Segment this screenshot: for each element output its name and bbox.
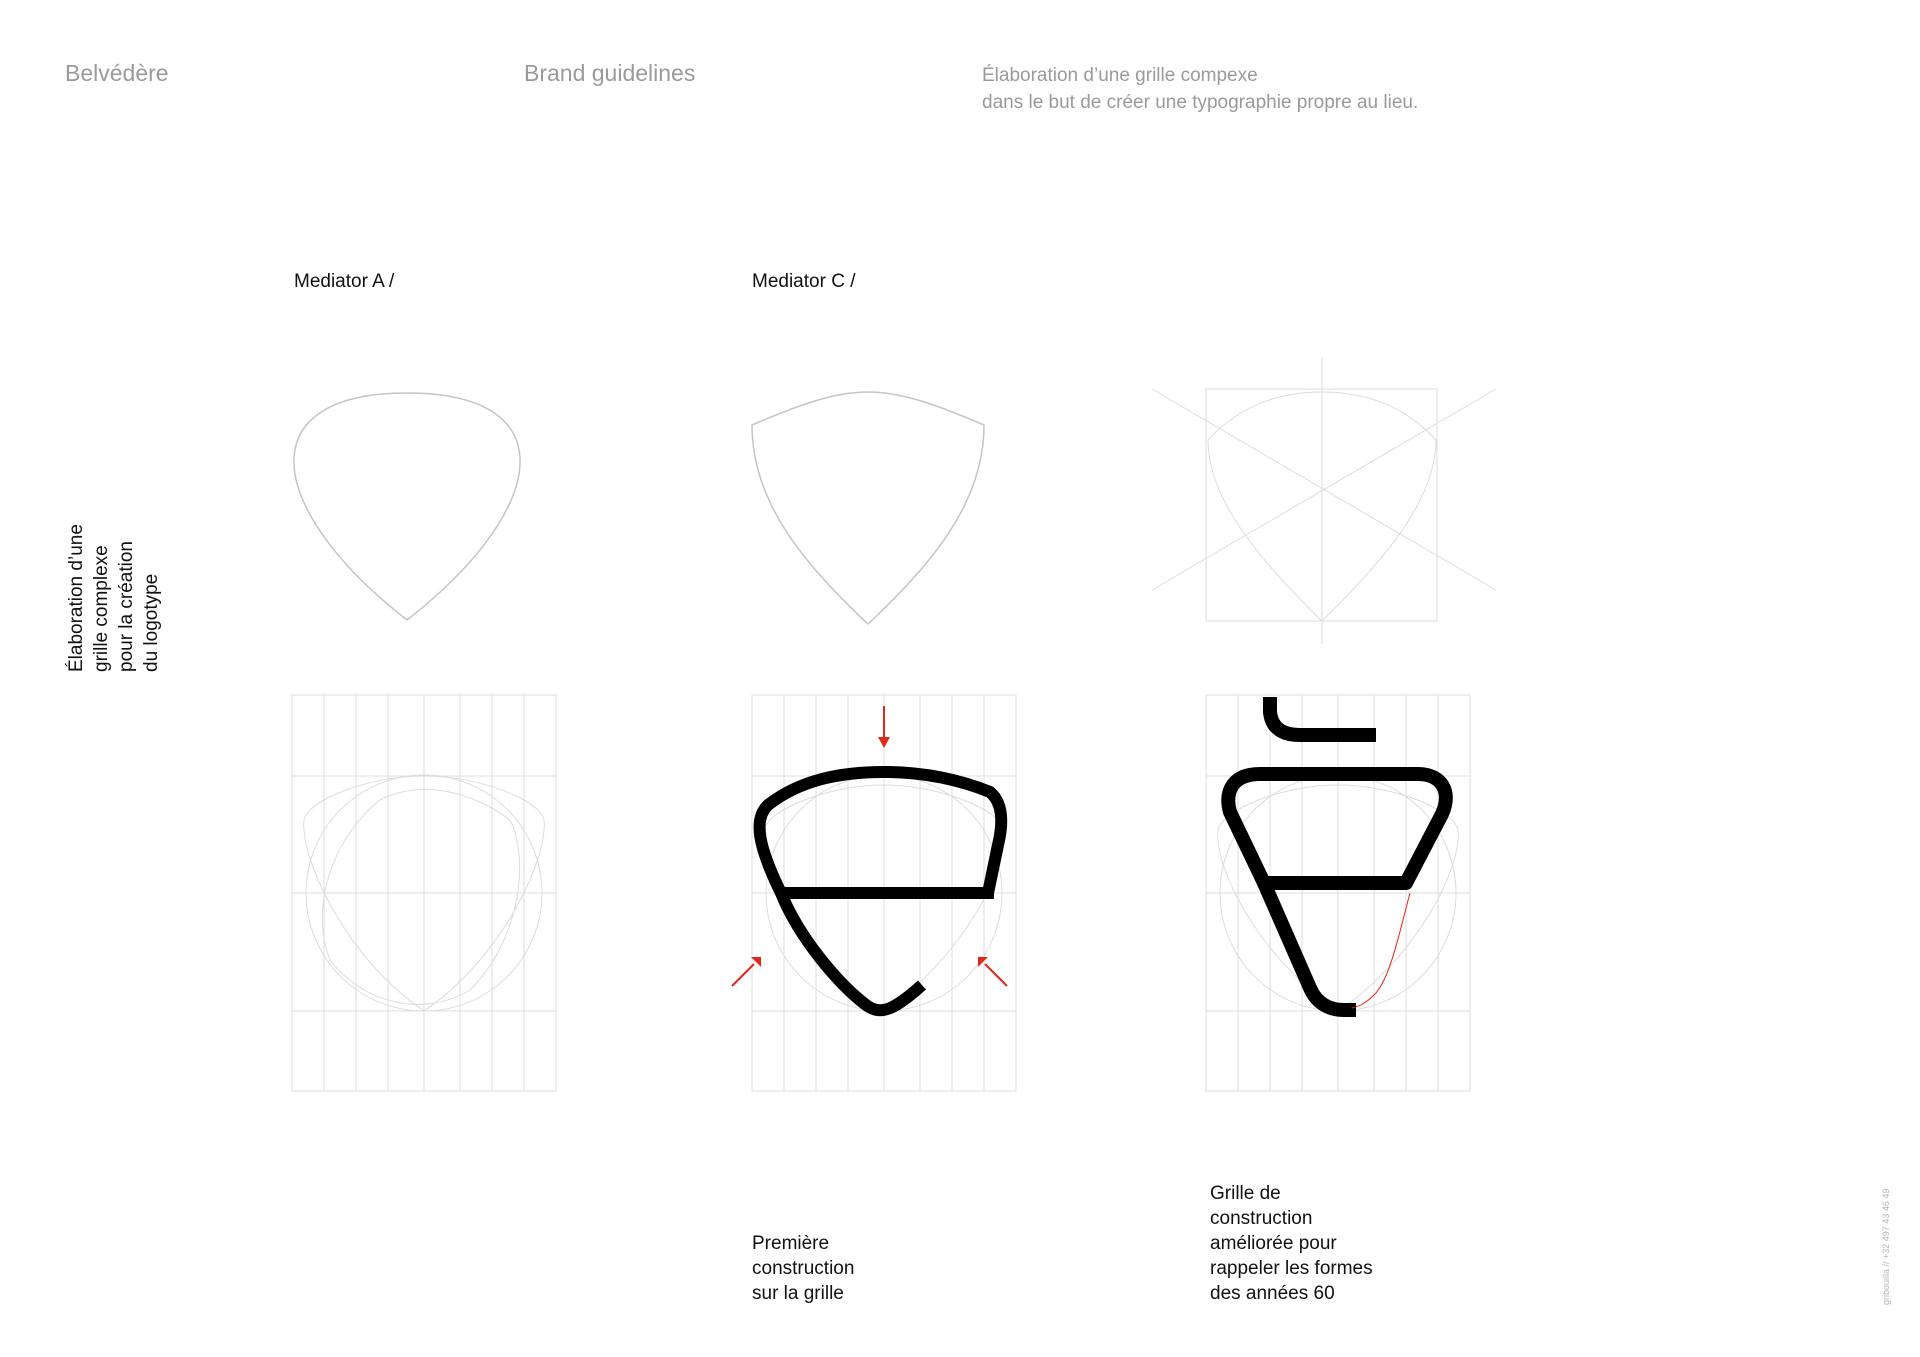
- side-label-line-1: Élaboration d’une: [66, 524, 87, 672]
- caption-first-construction: [752, 1231, 854, 1306]
- caption-improved-line-3: améliorée pour: [1210, 1233, 1337, 1254]
- mediator-a-outline: [294, 393, 520, 620]
- arrow-up-right-icon: [732, 957, 761, 986]
- arrow-down-icon: [878, 706, 890, 748]
- caption-improved-line-4: rappeler les formes: [1210, 1258, 1373, 1279]
- subtitle-line-1: Élaboration d’une grille compexe: [982, 65, 1258, 86]
- section-title: Brand guidelines: [524, 60, 696, 86]
- caption-first-line-2: construction: [752, 1258, 855, 1279]
- construction-grid-3: [1206, 695, 1470, 1091]
- side-label-line-3: pour la création: [116, 541, 137, 672]
- construction-grid-1: [292, 695, 556, 1091]
- caption-improved-construction: [1210, 1181, 1373, 1306]
- mediator-c-construction: [1152, 358, 1496, 644]
- contact-info: gribouilla // +32 497 43 46 49: [1881, 1188, 1891, 1305]
- red-guide-curve: [1352, 893, 1410, 1008]
- caption-improved-line-1: Grille de: [1210, 1183, 1281, 1204]
- subtitle-line-2: dans le but de créer une typographie propre au lieu.: [982, 92, 1419, 113]
- side-label-line-4: du logotype: [141, 573, 162, 672]
- caption-improved-line-2: construction: [1210, 1208, 1313, 1229]
- caption-first-line-1: Première: [752, 1233, 830, 1254]
- brand-name: Belvédère: [65, 60, 169, 86]
- caption-improved-line-5: des années 60: [1210, 1283, 1335, 1304]
- side-label-line-2: grille complexe: [91, 545, 112, 672]
- mediator-c-label: Mediator C /: [752, 271, 856, 292]
- mediator-a-label: Mediator A /: [294, 271, 395, 292]
- mediator-c-outline: [752, 392, 984, 624]
- improved-construction-glyph: [1228, 697, 1446, 1010]
- arrow-up-left-icon: [978, 957, 1007, 986]
- caption-first-line-3: sur la grille: [752, 1283, 844, 1304]
